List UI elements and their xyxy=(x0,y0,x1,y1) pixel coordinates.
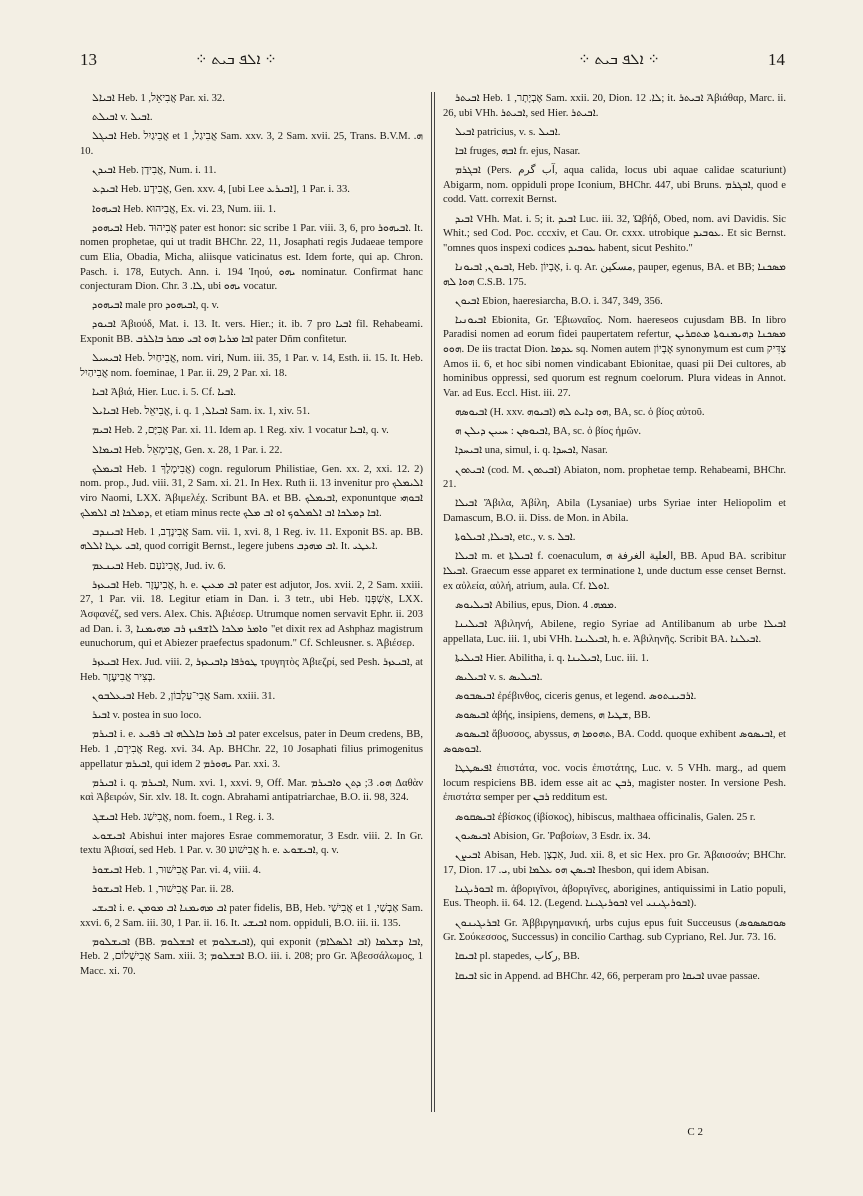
dictionary-entry: ܐܒܝܠܝܬܐ Hier. Abilitha, i. q. ܐܒܝܠܝܢܐ, Luc. iii. 1. xyxy=(455,652,649,664)
dictionary-entry: ܐܒܝܠܐ, ܐܒܝܠܘܬܐ, etc., v. s. ܐܒܠ. xyxy=(455,532,576,544)
dictionary-entry: ܐܒܝܐܝܠ Heb. אֲבִיאֵל, i. q. ܐܒܝܐܠ, 1 Sam. ix. 1, xiv. 51. xyxy=(92,406,310,418)
dictionary-entry: ܐܒܝܐܠ Heb. אֲבִיאֵל, 1 Par. xi. 32. xyxy=(92,93,225,104)
dictionary-entry: ܐܒܝܣܘܣ ἄβυσσος, abyssus, ܬܗܘܡܐ ܗ, BA. Codd. quoque exhibent ܐܒܝܣܘܣ, et ܐܒܘܣܘܣ. xyxy=(443,729,786,756)
dictionary-entry: ܐܒܝܪܡ i. q. ܐܒܝܪܡ, Num. xvi. 1, xxvi. 9, Off. Mar. ܗܘ. 3; ܕܬܢ ܘܐܒܝܪܡ Δαθὰν καὶ Ἀβειρών, Sir. xlv. 18. It. cogn. Abrahami antipatriarchae, B.O. ii. 98, 324. xyxy=(80,777,423,804)
dictionary-entry: ܐܒܝܥܙܪ Hex. Jud. viii. 2, ܛܘܪܦܐ ܕܐܒܝܥܙܪ τρυγητὸς Ἀβιεζρί, sed Pesh. ܐܒܝܥܙܪ, at Heb. בְּצִיר אֲבִיעֶזֶר. xyxy=(80,657,423,683)
dictionary-entry: ܐܒܝܠܐ m. et ܐܒܝܠܬܐ f. coenaculum, العلية الغرفة ܗ, BB. Apud BA. scribitur ܐܒܝܠܐ. Graecum esse apparet ex terminatione ܐ, unde ductum esse censet Bernst. ex αὐλεία, αὐλή, atrium, aula. Cf. ܐܘܠܐ. xyxy=(443,551,786,592)
dictionary-entry: ܐܒܝܣܝܘܢ Abision, Gr. Ῥαβσίων, 3 Esdr. ix. 34. xyxy=(455,830,651,842)
dictionary-entry: ܐܒܝܣܘܣ ἀβής, insipiens, demens, ܫܛܝܐ ܗ, BB. xyxy=(455,710,651,722)
dictionary-entry: ܐܒܝܣܒܘܣ ἐρέβινθος, ciceris genus, et legend. ܐܪܒܝܢܬܘܣ. xyxy=(455,691,697,703)
dictionary-entry: ܐܒܝܘܢ, ܐܒܝܘܢܐ, Heb. אֶבְיוֹן, i. q. Ar. مسكين, pauper, egenus, BA. et BB; ܡܣܟܢܐ ܗܘܐ ܠܗ C.S.B. 175. xyxy=(443,261,786,288)
dictionary-entry: ܐܒܝܘܢܝܐ Ebionita, Gr. Ἐβιωναῖος. Nom. haereseos cujusdam BB. In libro Paradisi nomen ad eorum fidei paupertatem refertur, ܡܣܟܢܐ ܕܗܝܡܢܘܬܐ ܡܬܩܪܝܢ ܗܘܘ. De iis tractat Dion. ܥܕܡܐ sq. Nomen autem אֶבְיוֹן synonymum est cum צַדִּיק Amos ii. 6, et hoc sibi nomen vindicabant Ebionitae, quasi pii Dei cultores, ab hominibus oppressi, sed quorum est regnum coelorum. Plura videas in Annot. Var. ad Eus. Eccl. Hist. iii. 27. xyxy=(443,314,786,399)
dictionary-entry: ܐܒܝܢܥܡ Heb. אֲבִינֹעַם, Jud. iv. 6. xyxy=(92,560,226,572)
dictionary-entry: ܐܒܝܘܣܗ (H. xxv. ܐܒܝܘܗ) ܗܘ ܕܐܝܬ ܠܗ, BA, sc. ὁ βίος αὐτοῦ. xyxy=(455,407,705,419)
two-column-body xyxy=(80,92,786,1132)
signature-mark: C 2 xyxy=(687,1126,703,1138)
dictionary-entry: ܐܒܝܩܐ pl. stapedes, ركاب, BB. xyxy=(455,951,580,963)
dictionary-entry: ܐܒܝܓܠ Heb. אֲבִיגַיִל et אֲבִיגַל, 1 Sam. xxv. 3, 2 Sam. xvii. 25, Trans. B.V.M. ܗ. 10. xyxy=(80,131,423,157)
dictionary-entry: ܐܒܝܠܬ v. ܐܒܝܠ. xyxy=(92,112,153,124)
dictionary-entry: ܐܒܝܪ v. postea in suo loco. xyxy=(92,710,202,722)
dictionary-entry: ܐܒܘܪܝܓܢܐ m. ἀβοριγῖνοι, ἀβοριγῖνες, aborigines, antiquissimi in Latio populi, Eus. Theoph. ii. 64. 12. (Legend. ܐܒܘܪܝܓܝܢܐ vel ܐܒܘܪܝܓܝܢܝ). xyxy=(443,883,786,910)
dictionary-entry: ܐܒܪܝܓܝܢܘܢ Gr. Ἀββιργημανική, urbs cujus epus fuit Succeusus (ܣܘܩܣܣܘܣ Gr. Σούκεσσος, Successus) in concilio Carthag. sub Cypriano, Rel. Jur. 73. 16. xyxy=(443,917,786,944)
column-divider-line xyxy=(434,92,435,1112)
dictionary-entry: ܐܒܝܬܪ Heb. אֶבְיָתָר, 1 Sam. xxii. 20, Dion. ܠܐ. 12; it. ܐܒܝܬܪ Ἀβιάθαρ, Marc. ii. 26, ubi VHh. ܐܒܝܬܪ, sed Hier. ܐܒܝܬܪ. xyxy=(443,93,786,119)
dictionary-entry: ܐܒܝܣܩܘܣ ἐβίσκος (ἰβίσκος), hibiscus, malthaea officinalis, Galen. 25 r. xyxy=(455,811,756,823)
dictionary-entry: ܐܒܝܠܝܣ v. s. ܐܒܝܠܝܣ. xyxy=(455,671,543,683)
dictionary-entry: ܐܒܝܪܡ i. e. ܐܒ ܪܡܐ ܒܐܠܠܗ ܐܒ ܪܦܝܥ pater excelsus, pater in Deum credens, BB, Heb. אֲבִירָם, 1 Reg. xvi. 34. Ap. BHChr. 22, 10 Josaphati filius primogenitus appellatur ܐܒܝܪܡ, qui idem ܝܗܘܪܡ 2 Par. xxi. 3. xyxy=(80,729,423,770)
right-running-title: ⁘ ܐܠܦ ܒܝܬ ⁘ xyxy=(578,52,660,68)
dictionary-entry: ܐܒܝܡ Heb. אֲבִיָּם, 2 Par. xi. 11. Idem ap. 1 Reg. xiv. 1 vocatur ܐܒܝܐ, q. v. xyxy=(92,425,389,437)
dictionary-entry: ܐܒܝܠܝܘܣ Abilius, epus, Dion. ܡܡܗ. 4. xyxy=(455,599,617,611)
dictionary-entry: ܐܒܝܘܕ Ἀβιούδ, Mat. i. 13. It. vers. Hier.; it. ib. 7 pro ܐܒܝܐ fil. Rehabeami. Exponit BB. ܐܒܐ ܡܪܝܐ ܗܘ ܐܒܝ ܡܩܪ ܒܐܠܪܒ pater Dñm confitetur. xyxy=(80,319,423,346)
dictionary-entry: ܐܒܝܫܘܪ Heb. אֲבִישׁוּר, 1 Par. vi. 4, viii. 4. xyxy=(92,864,261,876)
dictionary-entry: ܐܒܝܚܝܠ Heb. אֲבִיחַיִל, nom. viri, Num. iii. 35, 1 Par. v. 14, Esth. ii. 15. It. Heb. אֲבִיהַיִל nom. foeminae, 1 Par. ii. 29, 2 Par. xi. 18. xyxy=(80,353,423,379)
right-column xyxy=(443,92,786,1132)
dictionary-entry: ܐܒܝܗܘܐ Heb. אֲבִיהוּא, Ex. vi. 23, Num. iii. 1. xyxy=(92,203,276,215)
dictionary-entry: ܐܒܓܪܡ (Pers. آب گرم, aqua calida, locus ubi aquae calidae scaturiunt) Abigarm, nom. oppiduli prope Iconium, BHChr. 447, ubi Bruns. ܐܒܓܪܡ, quod e codd. Vatt. correxit Bernst. xyxy=(443,165,786,206)
dictionary-entry: ܐܒܝܫܘܪ Heb. אֲבִישׁוּר, 1 Par. ii. 28. xyxy=(92,883,234,895)
dictionary-entry: ܐܒܝܬܘܢ (cod. M. ܐܒܝܬܘܢ) Abiaton, nom. prophetae temp. Rehabeami, BHChr. 21. xyxy=(443,464,786,491)
dictionary-entry: ܐܒܐ fruges, ܐܒܗ fr. ejus, Nasar. xyxy=(455,145,581,157)
left-page-number: 13 xyxy=(80,50,97,69)
dictionary-entry: ܐܒܝܡܠܟ Heb. אֲבִימֶלֶךְ 1) cogn. regulorum Philistiae, Gen. xx. 2, xxi. 12. 2) nom. prop., Jud. viii. 31, 2 Sam. xi. 21. In Hex. Ruth ii. 13 invenitur pro ܐܠܝܡܠܟ viro Naomi, LXX. Ἀβιμελέχ. Scribunt BA. et BB. ܐܒܝܡܠܟ, exponuntque ܐܒܘܗܝ ܕܡܠܟܐ ܐܒ ܐܠܡܠܟ, et etiam minus recte ܐܒܐ ܕܡܠܟܐ ܐܒ ܐܠܡܠܘܟ ܐܘ ܐܒ ܡܠܟ. xyxy=(80,463,423,519)
dictionary-entry: ܐܒܝܘܣܢ : ܚܝܝܢ ܕܝܠܢ ܗ, BA, sc. ὁ βίος ἡμῶν. xyxy=(455,426,642,438)
dictionary-entry: ܐܒܝܫܝ i. e. ܐܒ ܡܗܝܡܢܐ ܐܒ ܡܘܡܢ pater fidelis, BB, Heb. אֲבִישַׁי et אַבְשַׁי, 1 Sam. xxvi. 6, 2 Sam. iii. 30, 1 Par. ii. 16. It. ܐܒܝܫܝ nom. oppiduli, B.O. iii. ii. 135. xyxy=(80,902,423,929)
right-page-number: 14 xyxy=(768,50,785,69)
dictionary-entry: ܐܒܝܩܐ sic in Append. ad BHChr. 42, 66, perperam pro ܐܒܝܩܐ uvae passae. xyxy=(455,970,760,982)
left-column xyxy=(80,92,423,1132)
dictionary-entry: ܐܒܝܚܕܐ una, simul, i. q. ܐܟܚܕܐ, Nasar. xyxy=(455,445,608,457)
dictionary-entry: ܐܒܝܗܘܕ Heb. אֲבִיהוּד pater est honor: sic scribe 1 Par. viii. 3, 6, pro ܐܒܝܗܘܪ. It. nomen prophetae, qui ut tradit BHChr. 22, 11, Josaphati regis Judaeae tempore cum Elia, Obadia, Micha, aliisque vaticinatus est. Idem forte, qui ap. Chron. Pasch. i. 178, Eutych. Ann. i. 194 Ἰηού, ܝܗܘ nominatur. Confirmat hanc conjecturam Dion. Chr. ܠܐ. 3, ubi ܝܗܘ vocatur. xyxy=(80,222,423,293)
dictionary-entry: ܐܒܝܫܓ Heb. אֲבִישַׁג, nom. foem., 1 Reg. i. 3. xyxy=(92,811,275,823)
column-divider-line xyxy=(431,92,432,1112)
dictionary-entry: ܐܒܝܥܙܪ Heb. אֲבִיעֶזֶר, h. e. ܐܒ ܡܥܝܢ pater est adjutor, Jos. xvii. 2, 2 Sam. xxiii. 27, 1 Par. vii. 18. Legitur etiam in Dan. i. 3 tetr., ubi Heb. אַשְׁפְּנַז, LXX. Ἀσφανέζ, sed vers. Alex. Chis. Ἀβιέσερ. Utrumque nomen servavit Ephr. ii. 203 ad Dan. i. 3, ܘܐܡܪ ܡܠܟܐ ܠܐܫܦܢܙ ܪܒ ܡܗܝܡܢܐ "et dixit rex ad Ashphaz magistrum eunuchorum, qui et Abiezer praefectus spadonum." Cf. Schleusner. s. Ἀβιέσερ. xyxy=(80,579,423,650)
dictionary-entry: ܐܒܝܗܘܕ male pro ܐܒܝܗܘܕ, q. v. xyxy=(92,300,219,312)
left-running-title: ⁘ ܐܠܦ ܒܝܬ ⁘ xyxy=(195,52,277,68)
dictionary-entry: ܐܒܝܠܐ Ἄβιλα, Ἀβίλη, Abila (Lysaniae) urbs Syriae inter Heliopolim et Damascum, B.O. ii. Diss. de Mon. in Abila. xyxy=(443,498,786,524)
dictionary-entry: ܐܒܝܫܘܥ Abishui inter majores Esrae commemoratur, 3 Esdr. viii. 2. In Gr. textu Ἀβισαί, sed Heb. 1 Par. v. 30 אֲבִישׁוּעַ h. e. ܐܒܝܫܘܥ, q. v. xyxy=(80,830,423,857)
dictionary-entry: ܐܒܝܡܐܠ Heb. אֲבִימָאֵל, Gen. x. 28, 1 Par. i. 22. xyxy=(92,444,283,456)
dictionary-entry: ܐܒܝܠܝܢܐ Ἀβιληνή, Abilene, regio Syriae ad Antilibanum ab urbe ܐܒܝܠܐ appellata, Luc. iii. 1, ubi VHh. ܐܒܝܠܝܢܐ, h. e. Ἀβιληνῆς. Scribit BA. ܐܒܝܠܢܐ. xyxy=(443,618,786,645)
dictionary-entry: ܐܒܝܢܕܒ Heb. אֲבִינָדָב, 1 Sam. vii. 1, xvi. 8, 1 Reg. iv. 11. Exponit BS. ap. BB. ܐܒܝ ܥܛܐ ܐܠܠܗ, quod corrigit Bernst., legere jubens ܐܒ ܡܗܕܒ. It. ܐܥܛܝ. xyxy=(80,526,423,553)
dictionary-entry: ܐܦܝܣܛܛܐ ἐπιστάτα, voc. vocis ἐπιστάτης, Luc. v. 5 VHh. marg., ad quem locum respiciens BB. idem esse ait ac ܪܒܢ, magister noster. In versione Pesh. ἐπιστάτα semper per ܪܒܢ redditum est. xyxy=(443,763,786,804)
dictionary-entry: ܐܒܝܫܠܘܡ (BB. ܐܒܫܠܘܡ et ܐܒܝܫܠܘܡ), qui exponit ܐܒܐ ܕܫܠܡܐ (ܐܒ ܐܠܣܠܐܡ), Heb. אֲבִישָׁלוֹם, 2 Sam. xiii. 3; ܐܒܫܠܘܡ B.O. iii. i. 208; pro Gr. Ἀβεσσάλωμος, 1 Macc. xi. 70. xyxy=(80,936,423,977)
dictionary-entry: ܐܒܝܕ VHh. Mat. i. 5; it. ܐܒܝܕ Luc. iii. 32, Ὠβήδ, Obed, nom. avi Davidis. Sic Whit.; sed Cod. Poc. cccxiv, et Cau. Or. cxxx. utrobique ܥܘܒܝܕ. Et sic Bernst. "omnes quos inspexi codices ܥܘܒܝܕ habent, sicut Peshito." xyxy=(443,213,786,254)
dictionary-entry: ܐܒܝܘܢ Ebion, haeresiarcha, B.O. i. 347, 349, 356. xyxy=(455,295,663,307)
dictionary-entry: ܐܒܝܨܢ Abisan, Heb. אִבְצָן, Jud. xii. 8, et sic Hex. pro Gr. Ἀβαισσάν; BHChr. 17, Dion. ܝ. 17, ubi ܐܒܝܣܢ ܗܘ ܥܠܡܐ Ihesbon, qui idem Abisan. xyxy=(443,849,786,876)
dictionary-entry: ܐܒܝܥܠܒܘܢ Heb. אֲבִי־עַלְבוֹן, 2 Sam. xxiii. 31. xyxy=(92,691,276,703)
dictionary-entry: ܐܒܝܐ Ἀβιά, Hier. Luc. i. 5. Cf. ܐܒܝܐ. xyxy=(92,387,236,399)
dictionary-entry: ܐܒܝܕܢ Heb. אֲבִידָן, Num. i. 11. xyxy=(92,165,217,177)
dictionary-entry: ܐܒܝܠ patricius, v. s. ܐܒܝܠ. xyxy=(455,126,561,138)
dictionary-entry: ܐܒܝܕܥ Heb. אֲבִידָע, Gen. xxv. 4, [ubi Lee ܐܒܝܪܥ], 1 Par. i. 33. xyxy=(92,184,350,196)
page-header xyxy=(80,46,785,74)
